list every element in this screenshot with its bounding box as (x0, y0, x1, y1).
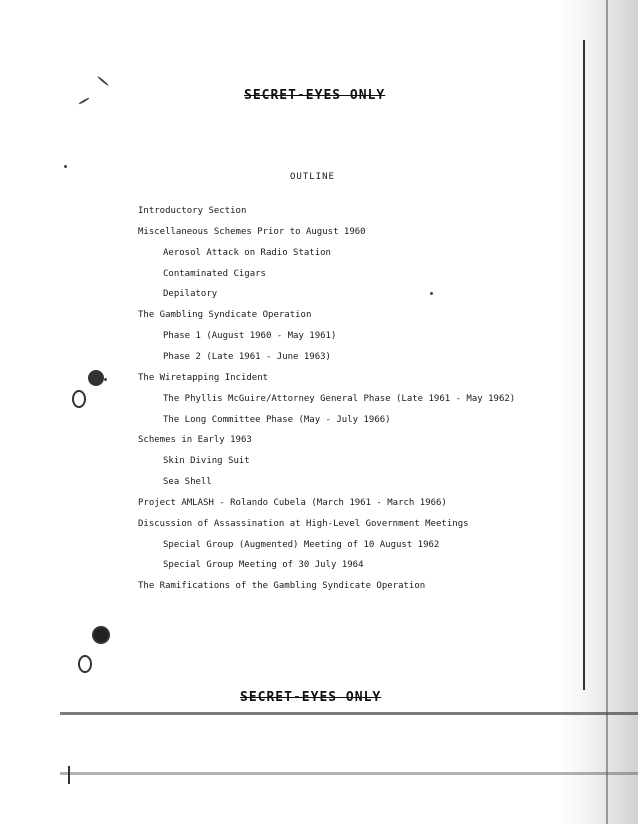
outline-section: Discussion of Assassination at High-Level Government Meetings (138, 518, 469, 529)
classification-stamp: SECRET-EYES ONLY (240, 690, 382, 705)
outline-subitem: Skin Diving Suit (163, 456, 250, 467)
outline-subitem: Special Group Meeting of 30 July 1964 (163, 560, 364, 571)
punch-hole-mark (78, 655, 92, 673)
scan-bottom-band (60, 712, 638, 715)
punch-hole-mark (88, 370, 104, 386)
outline-subitem: Contaminated Cigars (163, 268, 266, 279)
scan-edge-line (583, 40, 585, 690)
scan-edge-shadow (558, 0, 638, 824)
classification-stamp: SECRET-EYES ONLY (244, 88, 386, 103)
scan-bottom-band (60, 772, 638, 775)
outline-subitem: The Long Committee Phase (May - July 1966) (163, 414, 391, 425)
outline-subitem: Sea Shell (163, 477, 212, 488)
scan-speck (64, 165, 67, 168)
outline-subitem: Depilatory (163, 289, 218, 300)
scan-corner-mark (68, 766, 70, 784)
outline-section: Introductory Section (138, 206, 247, 216)
scan-speck (97, 76, 109, 87)
scan-speck (78, 97, 89, 105)
outline-section: The Ramifications of the Gambling Syndicate Operation (138, 581, 426, 592)
outline-subitem: Special Group (Augmented) Meeting of 10 August 1962 (163, 539, 440, 550)
punch-hole-mark (92, 626, 110, 644)
outline-subitem: Phase 2 (Late 1961 - June 1963) (163, 351, 331, 362)
page-title: OUTLINE (290, 172, 335, 182)
scan-edge-line (606, 0, 608, 824)
scan-speck (104, 378, 107, 381)
outline-section: Schemes in Early 1963 (138, 435, 252, 446)
outline-section: Miscellaneous Schemes Prior to August 1960 (138, 226, 366, 237)
outline-section: The Wiretapping Incident (138, 372, 269, 383)
outline-subitem: The Phyllis McGuire/Attorney General Phase (Late 1961 - May 1962) (163, 393, 516, 404)
outline-subitem: Phase 1 (August 1960 - May 1961) (163, 331, 337, 342)
outline-section: Project AMLASH - Rolando Cubela (March 1961 - March 1966) (138, 497, 447, 508)
outline-section: The Gambling Syndicate Operation (138, 310, 312, 321)
punch-hole-mark (72, 390, 86, 408)
scan-speck (430, 292, 433, 295)
outline-subitem: Aerosol Attack on Radio Station (163, 247, 331, 258)
